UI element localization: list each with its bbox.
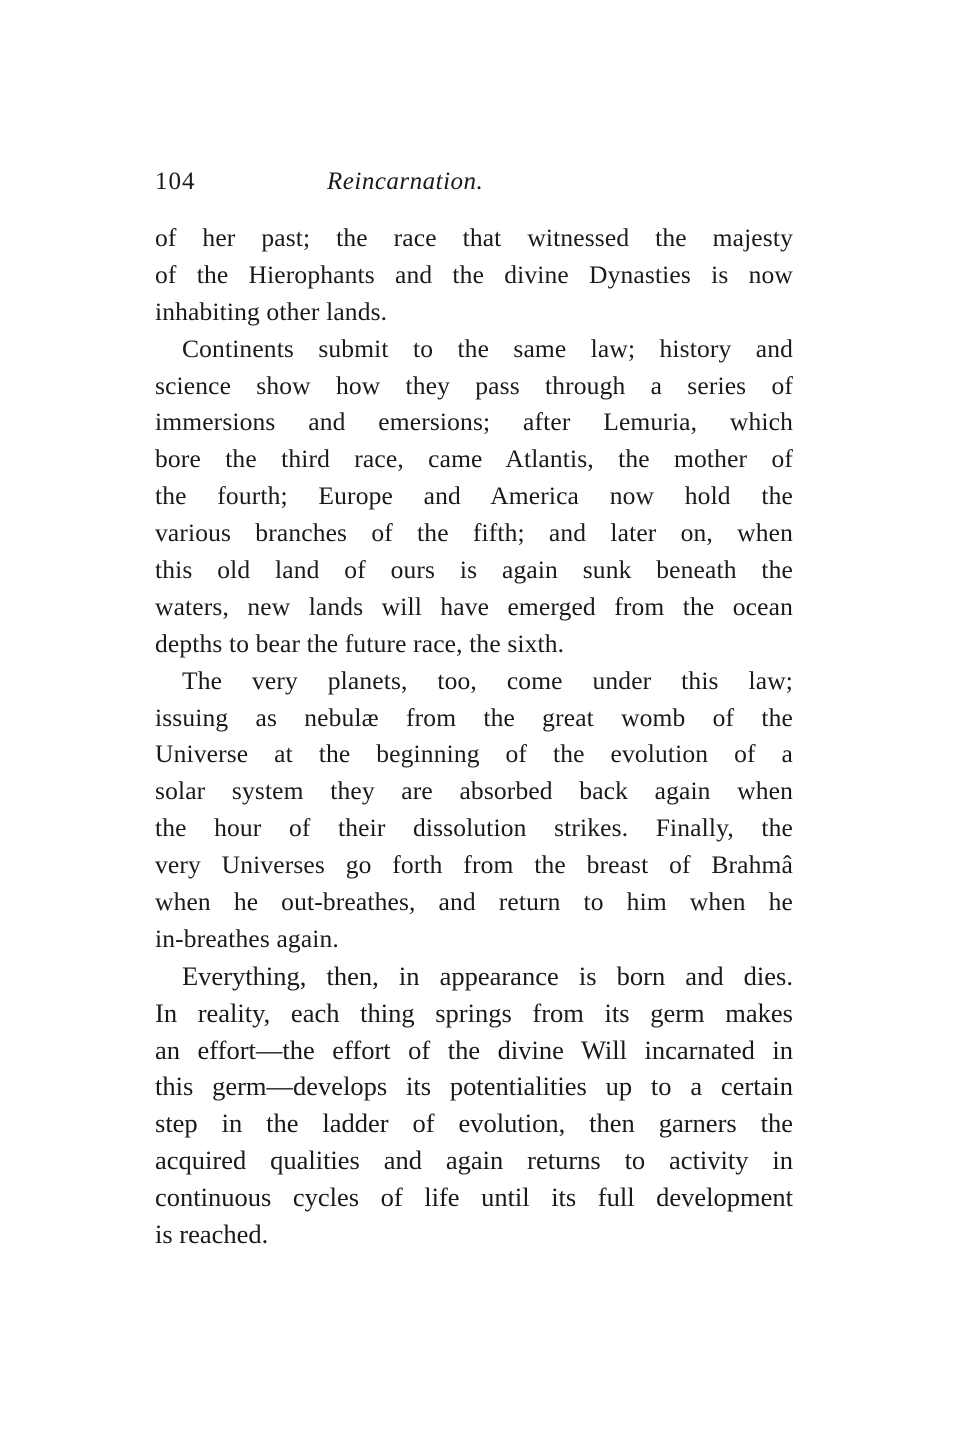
text-line: various branches of the fifth; and later on, when: [155, 518, 793, 548]
text-line: depths to bear the future race, the sixth.: [155, 628, 565, 658]
text-line: Continents submit to the same law; history and: [182, 333, 793, 363]
text-line: the hour of their dissolution strikes. Finally, the: [155, 813, 793, 843]
text-line: Everything, then, in appearance is born and dies.: [182, 960, 793, 991]
text-line: continuous cycles of life until its full development: [155, 1182, 793, 1213]
text-line: acquired qualities and again returns to activity in: [155, 1145, 793, 1176]
text-line: this old land of ours is again sunk beneath the: [155, 555, 793, 585]
text-line: this germ—develops its potentialities up to a certain: [155, 1071, 793, 1102]
paragraph-4: [155, 958, 793, 1253]
text-line: of the Hierophants and the divine Dynasties is now: [155, 259, 793, 289]
text-line: very Universes go forth from the breast of Brahmâ: [155, 850, 793, 880]
text-line: the fourth; Europe and America now hold the: [155, 481, 793, 511]
running-title: Reincarnation.: [327, 168, 484, 195]
text-line: In reality, each thing springs from its germ makes: [155, 997, 793, 1028]
text-line: waters, new lands will have emerged from the ocean: [155, 591, 793, 621]
paragraph-1: [155, 220, 793, 331]
text-line: an effort—the effort of the divine Will incarnated in: [155, 1034, 793, 1065]
text-line: in-breathes again.: [155, 923, 339, 953]
text-line: immersions and emersions; after Lemuria, which: [155, 407, 793, 437]
text-line: inhabiting other lands.: [155, 296, 388, 326]
book-page: [155, 162, 793, 1253]
text-line: step in the ladder of evolution, then garners the: [155, 1108, 793, 1139]
text-line: Universe at the beginning of the evolution of a: [155, 739, 793, 769]
text-line: is reached.: [155, 1219, 269, 1250]
text-line: of her past; the race that witnessed the majesty: [155, 223, 793, 252]
text-line: science show how they pass through a series of: [155, 370, 793, 400]
running-head: [155, 162, 793, 202]
text-line: when he out-breathes, and return to him when he: [155, 887, 793, 917]
paragraph-3: [155, 663, 793, 958]
text-line: solar system they are absorbed back again when: [155, 776, 793, 806]
text-line: issuing as nebulæ from the great womb of the: [155, 702, 793, 732]
page-number: 104: [155, 168, 196, 195]
text-line: bore the third race, came Atlantis, the mother of: [155, 444, 793, 474]
paragraph-2: [155, 331, 793, 663]
text-line: The very planets, too, come under this law;: [182, 665, 793, 695]
body-text: [155, 220, 793, 1253]
